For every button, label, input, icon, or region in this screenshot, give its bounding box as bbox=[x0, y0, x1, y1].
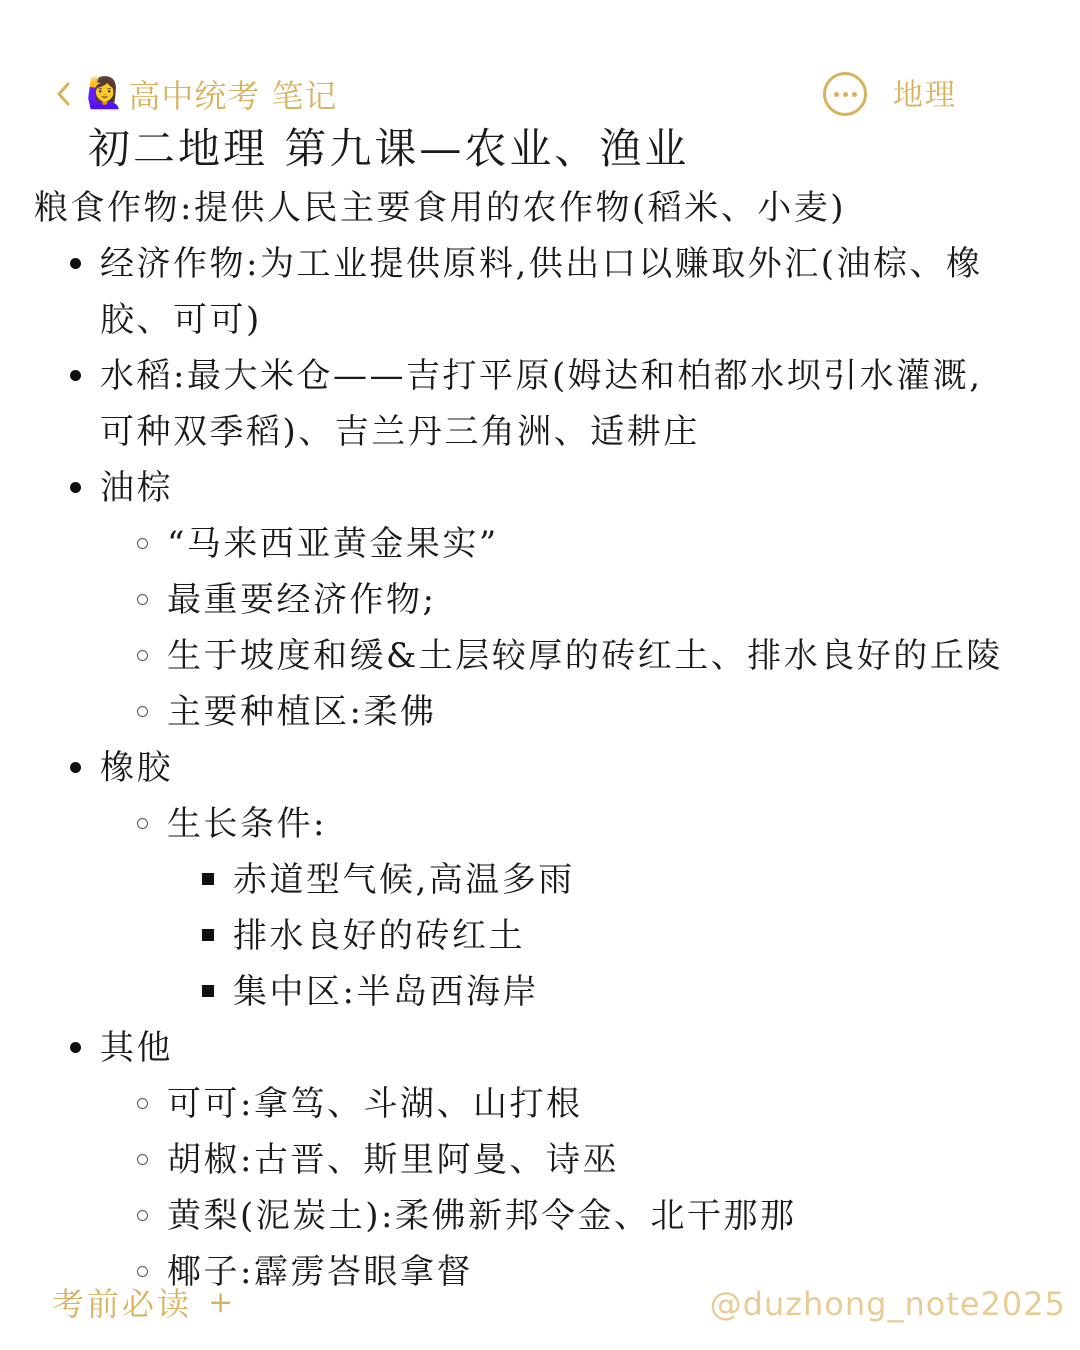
list-item: 油棕 bbox=[100, 468, 173, 508]
sub-sub-list-item: 排水良好的砖红土 bbox=[233, 916, 525, 956]
sub-list-item: 生于坡度和缓&土层较厚的砖红土、排水良好的丘陵 bbox=[167, 636, 1003, 676]
more-icon-dot bbox=[852, 92, 857, 97]
bullet-disc-icon bbox=[70, 1042, 81, 1053]
sub-list-item: 黄梨(泥炭土):柔佛新邦令金、北干那那 bbox=[167, 1196, 797, 1236]
paragraph: 粮食作物:提供人民主要食用的农作物(稻米、小麦) bbox=[34, 188, 846, 228]
bullet-square-icon bbox=[202, 873, 214, 885]
sub-list-item: 主要种植区:柔佛 bbox=[167, 692, 437, 732]
bullet-circle-icon bbox=[137, 594, 148, 605]
bullet-circle-icon bbox=[137, 1266, 148, 1277]
list-item-continued: 可种双季稻)、吉兰丹三角洲、适耕庄 bbox=[100, 412, 700, 452]
sub-list-item: 最重要经济作物; bbox=[167, 580, 437, 620]
list-item: 水稻:最大米仓——吉打平原(姆达和柏都水坝引水灌溉, bbox=[100, 356, 983, 396]
sub-list-item: 可可:拿笃、斗湖、山打根 bbox=[167, 1084, 583, 1124]
raising-hand-icon: 🙋‍♀️ bbox=[86, 76, 125, 111]
sub-list-item: 胡椒:古晋、斯里阿曼、诗巫 bbox=[167, 1140, 619, 1180]
bullet-square-icon bbox=[202, 985, 214, 997]
tag-label[interactable]: 地理 bbox=[893, 78, 957, 113]
folder-name: 高中统考 笔记 bbox=[128, 77, 338, 115]
sub-list-item: “马来西亚黄金果实” bbox=[167, 524, 499, 564]
bullet-disc-icon bbox=[70, 762, 81, 773]
must-read-label: 考前必读 bbox=[52, 1285, 193, 1323]
folder-link[interactable] bbox=[86, 72, 338, 116]
back-button[interactable] bbox=[44, 72, 84, 116]
list-item: 橡胶 bbox=[100, 748, 173, 788]
more-button[interactable] bbox=[823, 72, 867, 116]
list-item: 经济作物:为工业提供原料,供出口以赚取外汇(油棕、橡 bbox=[100, 244, 983, 284]
sub-sub-list-item: 集中区:半岛西海岸 bbox=[233, 972, 539, 1012]
sub-sub-list-item: 赤道型气候,高温多雨 bbox=[233, 860, 575, 900]
bullet-disc-icon bbox=[70, 370, 81, 381]
bullet-circle-icon bbox=[137, 706, 148, 717]
bullet-square-icon bbox=[202, 929, 214, 941]
sub-list-item: 生长条件: bbox=[167, 804, 327, 844]
bullet-circle-icon bbox=[137, 650, 148, 661]
plus-icon: + bbox=[208, 1284, 237, 1320]
more-icon-dot bbox=[843, 92, 848, 97]
bullet-disc-icon bbox=[70, 258, 81, 269]
note-title: 初二地理 第九课—农业、渔业 bbox=[88, 124, 690, 173]
list-item-continued: 胶、可可) bbox=[100, 300, 262, 340]
bullet-circle-icon bbox=[137, 1098, 148, 1109]
must-read-button[interactable] bbox=[52, 1280, 236, 1324]
bullet-circle-icon bbox=[137, 1210, 148, 1221]
bullet-circle-icon bbox=[137, 1154, 148, 1165]
bullet-disc-icon bbox=[70, 482, 81, 493]
more-icon-dot bbox=[834, 92, 839, 97]
bullet-circle-icon bbox=[137, 818, 148, 829]
bullet-circle-icon bbox=[137, 538, 148, 549]
watermark: @duzhong_note2025 bbox=[709, 1285, 1066, 1323]
list-item: 其他 bbox=[100, 1028, 173, 1068]
sub-list-item: 椰子:霹雳峇眼拿督 bbox=[167, 1252, 473, 1292]
chevron-left-icon bbox=[53, 79, 75, 109]
